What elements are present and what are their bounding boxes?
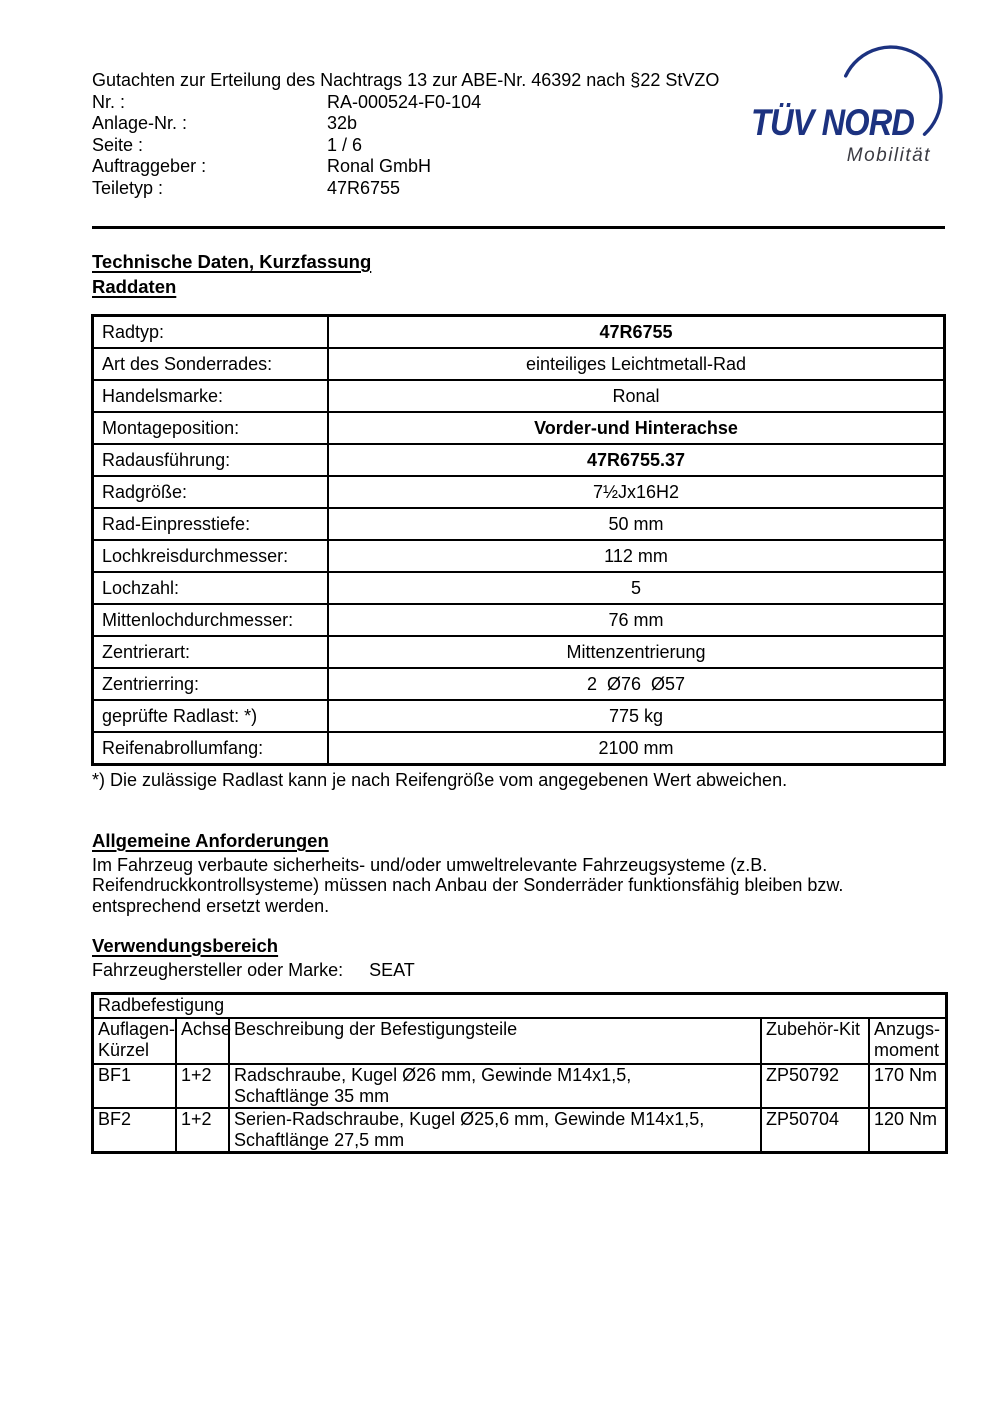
wheel-attr-value: 112 mm (328, 540, 944, 572)
wheel-attr-value: Vorder-und Hinterachse (328, 412, 944, 444)
wheel-attr-value: 7½Jx16H2 (328, 476, 944, 508)
table-row (93, 316, 944, 348)
field-value: 47R6755 (327, 177, 401, 198)
table-row (93, 572, 944, 604)
section-heading-technische-daten: Technische Daten, Kurzfassung (92, 251, 372, 272)
wheel-attr-value: 47R6755.37 (328, 444, 944, 476)
table-row (93, 700, 944, 732)
fastening-achse: 1+2 (176, 1108, 229, 1152)
header-line: Anzugs- (874, 1019, 941, 1039)
field-label: Anlage-Nr. : (92, 113, 188, 134)
table-row (93, 540, 944, 572)
wheel-attr-label: Radgröße: (93, 476, 328, 508)
wheel-attr-value: 2 Ø76 Ø57 (328, 668, 944, 700)
field-value: 1 / 6 (327, 134, 363, 155)
wheel-attr-label: Art des Sonderrades: (93, 348, 328, 380)
wheel-attr-label: Lochkreisdurchmesser: (93, 540, 328, 572)
field-label: Seite : (92, 134, 144, 155)
header-field-auftraggeber (92, 156, 719, 178)
wheel-attr-value: 47R6755 (328, 316, 944, 348)
vehicle-manufacturer-line (92, 960, 415, 981)
wheel-attr-label: Handelsmarke: (93, 380, 328, 412)
field-value: Ronal GmbH (327, 156, 432, 177)
header-field-nr (92, 92, 719, 114)
radlast-footnote: *) Die zulässige Radlast kann je nach Reifengröße vom angegebenen Wert abweichen. (92, 770, 788, 790)
table-row (93, 994, 946, 1018)
table-row (93, 636, 944, 668)
header-line: Auflagen- (98, 1019, 176, 1039)
fastening-torque: 120 Nm (869, 1108, 946, 1152)
field-value: 32b (327, 113, 358, 134)
header-field-teiletyp (92, 178, 719, 200)
table-row (93, 412, 944, 444)
column-header-achse: Achse (176, 1018, 229, 1064)
fastening-table (92, 993, 947, 1153)
fastening-description (229, 1064, 761, 1108)
field-label: Nr. : (92, 91, 126, 112)
header-line: Kürzel (98, 1040, 150, 1060)
header-field-seite (92, 135, 719, 157)
vehicle-manufacturer-label: Fahrzeughersteller oder Marke: (92, 960, 344, 980)
wheel-attr-label: Zentrierart: (93, 636, 328, 668)
wheel-attr-value: Ronal (328, 380, 944, 412)
table-row (93, 476, 944, 508)
wheel-attr-value: Mittenzentrierung (328, 636, 944, 668)
document-header (92, 70, 719, 200)
wheel-attr-label: Lochzahl: (93, 572, 328, 604)
table-row (93, 508, 944, 540)
table-row (93, 732, 944, 764)
wheel-attr-label: Zentrierring: (93, 668, 328, 700)
logo-brand-text: TÜV NORD (751, 102, 915, 143)
wheel-attr-label: Reifenabrollumfang: (93, 732, 328, 764)
paragraph-line: entsprechend ersetzt werden. (92, 895, 330, 916)
table-row (93, 1064, 946, 1108)
wheel-attr-value: einteiliges Leichtmetall-Rad (328, 348, 944, 380)
table-row (93, 1108, 946, 1152)
column-header-auflagen-kuerzel (93, 1018, 176, 1064)
fastening-description (229, 1108, 761, 1152)
header-line: moment (874, 1040, 940, 1060)
paragraph-line: Im Fahrzeug verbaute sicherheits- und/oder umweltrelevante Fahrzeugsysteme (z.B. (92, 855, 768, 875)
wheel-attr-label: geprüfte Radlast: *) (93, 700, 328, 732)
description-line: Serien-Radschraube, Kugel Ø25,6 mm, Gewinde M14x1,5, (234, 1109, 705, 1129)
table-row (93, 348, 944, 380)
wheel-attr-value: 50 mm (328, 508, 944, 540)
header-divider (92, 226, 945, 229)
field-label: Teiletyp : (92, 177, 164, 198)
wheel-attr-value: 2100 mm (328, 732, 944, 764)
logo-tagline: Mobilität (846, 145, 931, 166)
doc-title: Gutachten zur Erteilung des Nachtrags 13 zur ABE-Nr. 46392 nach §22 StVZO (92, 70, 720, 90)
fastening-kit: ZP50792 (761, 1064, 869, 1108)
column-header-beschreibung: Beschreibung der Befestigungsteile (229, 1018, 761, 1064)
wheel-attr-label: Radausführung: (93, 444, 328, 476)
fastening-code: BF1 (93, 1064, 176, 1108)
description-line: Schaftlänge 27,5 mm (234, 1130, 405, 1150)
section-headings (92, 249, 371, 299)
field-value: RA-000524-F0-104 (327, 91, 482, 112)
table-row (93, 444, 944, 476)
fastening-kit: ZP50704 (761, 1108, 869, 1152)
header-field-anlage (92, 113, 719, 135)
table-row (93, 380, 944, 412)
wheel-attr-label: Rad-Einpresstiefe: (93, 508, 328, 540)
wheel-attr-value: 775 kg (328, 700, 944, 732)
vehicle-manufacturer-value: SEAT (369, 960, 415, 980)
wheel-data-table (92, 315, 945, 765)
field-label: Auftraggeber : (92, 156, 207, 177)
wheel-attr-value: 5 (328, 572, 944, 604)
table-header-row (93, 1018, 946, 1064)
fastening-table-title: Radbefestigung (93, 994, 946, 1018)
description-line: Schaftlänge 35 mm (234, 1086, 390, 1106)
fastening-code: BF2 (93, 1108, 176, 1152)
wheel-attr-label: Mittenlochdurchmesser: (93, 604, 328, 636)
column-header-anzugsmoment (869, 1018, 946, 1064)
tuv-nord-logo (748, 40, 963, 175)
table-row (93, 668, 944, 700)
column-header-zubehoer-kit: Zubehör-Kit (761, 1018, 869, 1064)
wheel-attr-label: Montageposition: (93, 412, 328, 444)
allgemeine-anforderungen-section (92, 830, 843, 916)
paragraph-line: Reifendruckkontrollsysteme) müssen nach Anbau der Sonderräder funktionsfähig bleiben bzw. (92, 875, 844, 896)
description-line: Radschraube, Kugel Ø26 mm, Gewinde M14x1,5, (234, 1065, 632, 1085)
section-heading-allgemeine-anforderungen: Allgemeine Anforderungen (92, 830, 329, 851)
section-heading-verwendungsbereich: Verwendungsbereich (92, 935, 279, 956)
verwendungsbereich-section (92, 935, 415, 981)
table-row (93, 604, 944, 636)
wheel-attr-label: Radtyp: (93, 316, 328, 348)
wheel-attr-value: 76 mm (328, 604, 944, 636)
fastening-torque: 170 Nm (869, 1064, 946, 1108)
section-heading-raddaten: Raddaten (92, 276, 177, 297)
fastening-achse: 1+2 (176, 1064, 229, 1108)
